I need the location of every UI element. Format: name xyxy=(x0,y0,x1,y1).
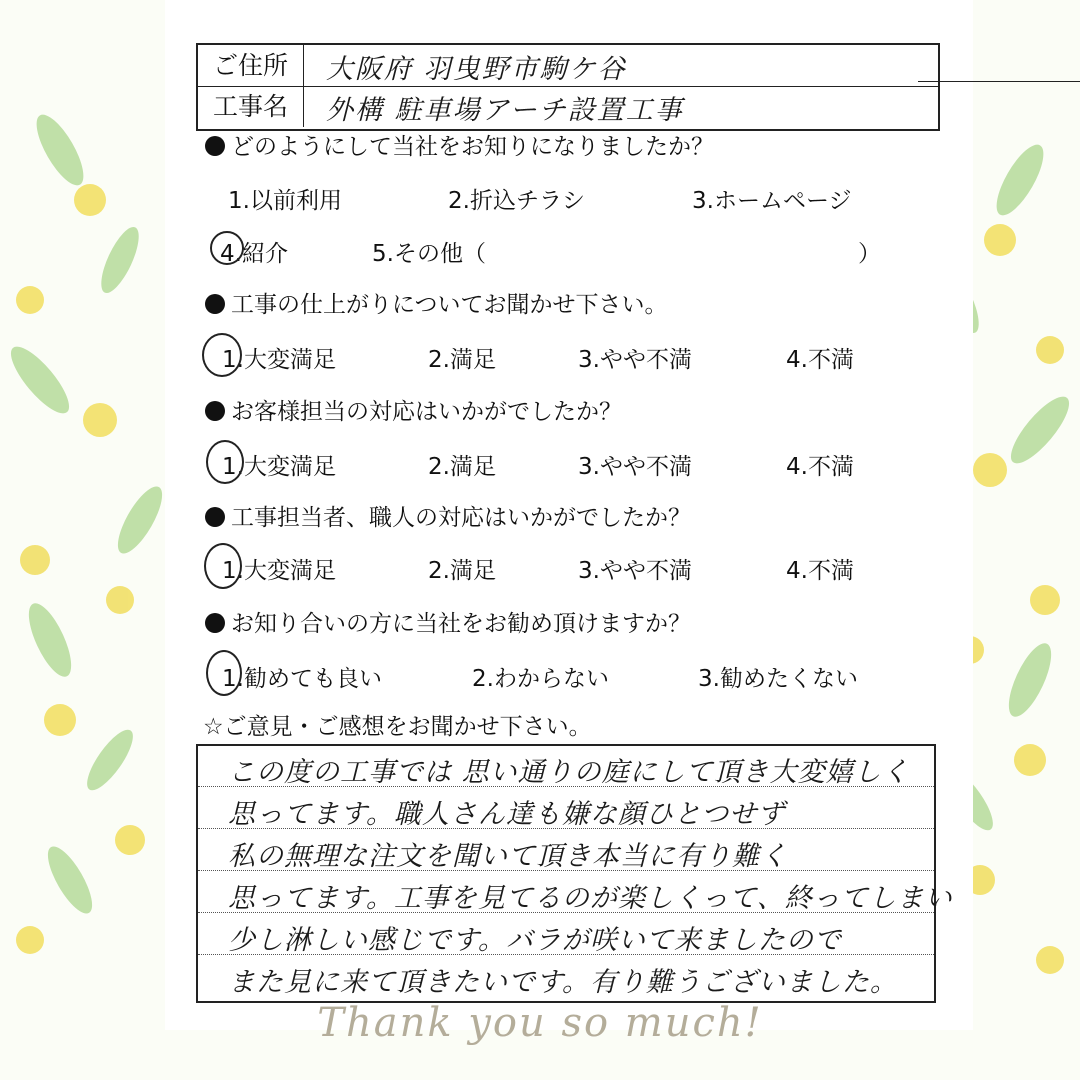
bullet-icon xyxy=(205,613,225,633)
q2-option-4: 4.不満 xyxy=(786,347,854,373)
comments-box xyxy=(196,744,953,1003)
selection-mark xyxy=(206,440,244,484)
comment-line-4: 思ってます。工事を見てるのが楽しくって、終ってしまい xyxy=(228,883,953,914)
q5-option-1: 1.勧めても良い xyxy=(222,666,382,692)
question-1-text: どのようにして当社をお知りになりましたか？ xyxy=(231,134,714,160)
q4-option-4: 4.不満 xyxy=(786,558,854,584)
comment-line-2: 思ってます。職人さん達も嫌な顔ひとつせず xyxy=(228,799,786,830)
thank-you-script: Thank you so much! xyxy=(317,1000,763,1046)
work-row xyxy=(198,86,938,127)
q2-option-1: 1.大変満足 xyxy=(222,347,336,373)
q2-option-3: 3.やや不満 xyxy=(578,347,692,373)
question-1 xyxy=(205,128,714,161)
bullet-icon xyxy=(205,507,225,527)
q1-option-4: 4.紹介 xyxy=(220,241,288,267)
q1-option-5: 5.その他（ xyxy=(372,241,486,267)
question-5 xyxy=(205,605,691,638)
question-3 xyxy=(205,393,622,426)
question-3-text: お客様担当の対応はいかがでしたか？ xyxy=(231,399,622,425)
comments-heading: ☆ご意見・ご感想をお聞かせ下さい。 xyxy=(203,714,592,740)
comment-line-5: 少し淋しい感じです。バラが咲いて来ましたので xyxy=(228,925,842,956)
q1-option-1: 1.以前利用 xyxy=(228,188,342,214)
q1-option-2: 2.折込チラシ xyxy=(448,188,585,214)
question-4 xyxy=(205,499,691,532)
underline xyxy=(918,81,1080,82)
q5-option-3: 3.勧めたくない xyxy=(698,666,858,692)
selection-mark xyxy=(204,543,242,589)
address-value: 大阪府 羽曳野市駒ケ谷 xyxy=(326,54,627,85)
q4-option-1: 1.大変満足 xyxy=(222,558,336,584)
comment-line-3: 私の無理な注文を聞いて頂き本当に有り難く xyxy=(228,841,788,872)
q3-option-3: 3.やや不満 xyxy=(578,454,692,480)
selection-mark xyxy=(206,650,242,696)
address-label: ご住所 xyxy=(198,45,304,86)
q3-option-2: 2.満足 xyxy=(428,454,496,480)
bullet-icon xyxy=(205,294,225,314)
bullet-icon xyxy=(205,136,225,156)
q1-option-5-close: ） xyxy=(858,241,881,267)
question-2-text: 工事の仕上がりについてお聞かせ下さい。 xyxy=(231,292,668,318)
q5-option-2: 2.わからない xyxy=(472,666,609,692)
work-label: 工事名 xyxy=(198,86,304,127)
header-table xyxy=(196,43,940,131)
q4-option-2: 2.満足 xyxy=(428,558,496,584)
address-row xyxy=(198,45,938,87)
work-value: 外構 駐車場アーチ設置工事 xyxy=(326,95,684,126)
question-2 xyxy=(205,286,668,319)
question-4-text: 工事担当者、職人の対応はいかがでしたか？ xyxy=(231,505,691,531)
comment-line-6: また見に来て頂きたいです。有り難うございました。 xyxy=(228,967,898,998)
q2-option-2: 2.満足 xyxy=(428,347,496,373)
q4-option-3: 3.やや不満 xyxy=(578,558,692,584)
selection-mark xyxy=(210,231,244,265)
comment-line-1: この度の工事では 思い通りの庭にして頂き大変嬉しく xyxy=(228,757,910,788)
selection-mark xyxy=(202,333,242,377)
q3-option-4: 4.不満 xyxy=(786,454,854,480)
bullet-icon xyxy=(205,401,225,421)
q1-option-3: 3.ホームページ xyxy=(692,188,852,214)
question-5-text: お知り合いの方に当社をお勧め頂けますか？ xyxy=(231,611,691,637)
q3-option-1: 1.大変満足 xyxy=(222,454,336,480)
